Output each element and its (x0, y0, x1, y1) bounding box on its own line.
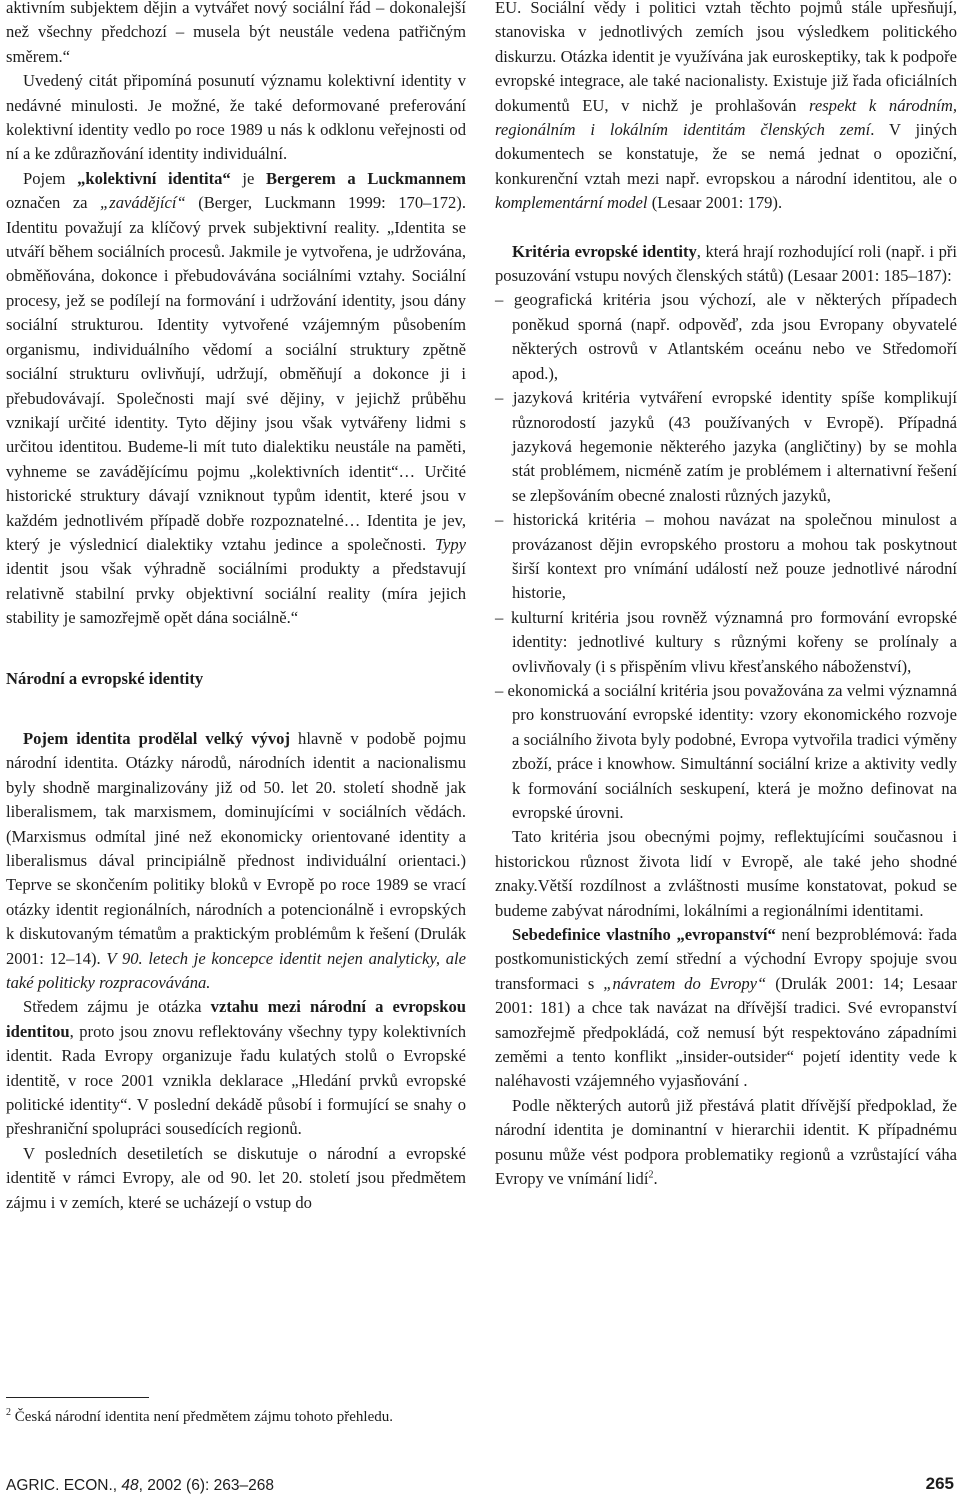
paragraph: Uvedený citát připomíná posunutí významu kolektivní identity v nedávné minulosti. Je možné, že také deformované preferování kolektivní identity vedlo po roce 1989 u nás k odklonu veřejnosti od ní a ke zdůrazňování identity individuální. (6, 71, 466, 164)
criteria-list (495, 288, 957, 825)
italic-term: V 90. letech je koncepce identit nejen analyticky, ale také politicky rozpracovávána. (6, 948, 466, 993)
paragraph (495, 0, 957, 216)
journal-issue: , 2002 (6): 263–268 (138, 1477, 274, 1494)
footnote-text: Česká národní identita není předmětem zájmu tohoto přehledu. (11, 1409, 393, 1425)
list-item: – kulturní kritéria jsou rovněž významná pro formování evropské identity: jednotlivé kultury s různými kořeny se prolínaly a ovlivňovaly (i s přispěním vlivu křesťanského náboženství), (495, 606, 957, 679)
paragraph: V posledních desetiletích se diskutuje o národní a evropské identitě v rámci Evropy, ale od 90. let 20. století jsou předmětem zájmu i v zemích, které se ucházejí o vstup do (6, 1143, 466, 1212)
page-number: 265 (925, 1474, 954, 1493)
footnote-marker: 2 (6, 1407, 11, 1418)
text-run: , která hrají rozhodující roli (např. i při posuzování vstupu nových členských států) (Lesaar 2001: 185–187): (495, 241, 957, 286)
text-run: je (230, 168, 267, 188)
list-item: – historická kritéria – mohou navázat na společnou minulost a provázanost dějin evropského prostoru a mohou tak poskytnout širší kontext pro vnímání událostí než pouze jednotlivé národní historie, (495, 508, 957, 606)
paragraph (6, 995, 466, 1141)
bold-term: „kolektivní identita“ (77, 168, 231, 188)
footnote-divider (6, 1397, 149, 1398)
bold-term: Kritéria evropské identity (512, 241, 697, 261)
journal-volume: 48 (121, 1477, 139, 1494)
journal-name: AGRIC. ECON., (6, 1477, 122, 1494)
list-item: – geografická kritéria jsou výchozí, ale v některých případech poněkud sporná (např. odpověď, zda jsou Evropany obyvatelé některých ostrovů v Atlantském oceánu nebo ve Středomoří apod.), (495, 288, 957, 386)
footnote (6, 1407, 606, 1427)
list-item: – ekonomická a sociální kritéria jsou považována za velmi významná pro konstruování evropské identity: vzory ekonomického rozvoje a sociálního života byly podobné, Evropa vytvořila tradici výměny zboží, práce i knowhow. Simultánní sociální krize a aktivity vedly k formování sociálních seskupení, která je možno definovat na evropské úrovni. (495, 679, 957, 825)
paragraph: Tato kritéria jsou obecnými pojmy, reflektujícími současnou i historickou různost života lidí v Evropě, ale také jeho shodné znaky.Větší rozdílnost a zvláštnosti musíme konstatovat, pokud se budeme zabývat národními, lokálními a regionálními identitami. (495, 827, 957, 920)
paragraph (495, 923, 957, 1094)
list-item: – jazyková kritéria vytváření evropské identity spíše komplikují různorodostí jazyků (43 používaných v Evropě). Případná jazyková hegemonie některého jazyka (angličtiny) by se mohla stát problémem, nicméně zatím je problémem i alternativní řešení se zlepšováním obecné znalosti různých jazyků, (495, 386, 957, 508)
right-column (495, 0, 957, 1192)
text-run: Středem zájmu je otázka (23, 997, 211, 1017)
journal-citation (6, 1476, 274, 1496)
text-run: identit jsou však výhradně sociálními produkty a představují relativně stabilní prvky objektivní sociální reality (míra jejich stability je samozřejmě opět dána sociálně.“ (6, 559, 466, 628)
bold-term: vztahu mezi národní a evropskou identitou (6, 997, 467, 1041)
bold-term: Pojem identita prodělal velký vývoj (23, 728, 290, 748)
text-run: Pojem (23, 168, 78, 188)
paragraph (495, 1094, 957, 1192)
text-run: EU. Sociální vědy i politici vztah těchto pojmů stále upřesňují, stanoviska v jednotlivých zemích jsou výsledkem politického diskurzu. Otázka identit je využívána jak euroskeptiky, tak k podpoře evropské integrace, ale také nacionalisty. Existuje již řada oficiálních dokumentů EU, v nichž je prohlašován (495, 0, 957, 115)
paragraph: aktivním subjektem dějin a vytvářet nový sociální řád – dokonalejší než všechny předchozí – musela být neustále vedena patřičným směrem.“ (6, 0, 466, 66)
text-run: . (653, 1169, 658, 1189)
left-column (6, 0, 466, 1215)
italic-term: komplementární model (495, 193, 648, 213)
paragraph (6, 727, 466, 995)
bold-term: Bergerem a Luckmannem (266, 168, 467, 188)
italic-term: respekt k národním, regionálním i lokálním identitám členských zemí (495, 95, 957, 140)
text-run: (Drulák 2001: 14; Lesaar 2001: 181) a chce tak navázat na dřívější tradici. Své evropanství samozřejmě předpokládá, což nemusí být respektováno západními zeměmi a tento konflikt „insider-outsider“ pojetí identity vede k naléhavosti vzájemného vyjasňování . (495, 973, 958, 1091)
paragraph (6, 167, 466, 631)
bold-term: Sebedefinice vlastního „evropanství“ (512, 925, 776, 945)
italic-term: „zavádějící“ (100, 193, 186, 213)
text-run: (Berger, Luckmann 1999: 170–172). Identitu považují za klíčový prvek subjektivní reality. „Identita se utváří během sociálních procesů. Jakmile je vytvořena, je udržována, obměňována, dokonce i přebudovávána sociálními vztahy. Sociální procesy, jež se podílejí na formování i udržování identity, jsou dány sociální strukturou. Identity vytvořené vzájemným působením organismu, individuálního vědomí a sociální struktury zpětně sociální strukturu ovlivňují, udržují, obměňují a dokonce ji i přebudovávají. Společnosti mají své dějiny, v jejichž průběhu vznikají určité identity. Tyto dějiny jsou však vytvářeny lidmi s určitou identitou. Budeme-li mít tuto dialektiku neustále na paměti, vyhneme se zavádějícímu pojmu „kolektivních identit“… Určité historické struktury dávají vzniknout typům identit, které jsou v každém jednotlivém případě dobře rozpoznatelné… Identita je jev, který je výslednicí dialektiky vztahu jedince a společnosti. (6, 193, 466, 554)
italic-term: Typy (434, 534, 466, 554)
text-run: označen za (6, 193, 101, 213)
italic-term: „návratem do Evropy“ (603, 973, 767, 993)
text-run: Podle některých autorů již přestává platit dřívější předpoklad, že národní identita je dominantní v hierarchii identit. K případnému posunu může vést podpora problematiky regionů a vzrůstající váha Evropy ve vnímání lidí (495, 1095, 957, 1189)
text-run: . V jiných dokumentech se konstatuje, že se nemá jednat o opoziční, konkurenční vztah mezi např. evropskou a národní identitou, ale o (495, 120, 958, 188)
footnote-ref[interactable]: 2 (648, 1169, 654, 1181)
text-run: (Lesaar 2001: 179). (647, 193, 783, 213)
text-run: není bezproblémová: řada postkomunistických zemí střední a východní Evropy spojuje svou transformaci s (495, 925, 957, 993)
text-run: , proto jsou znovu reflektovány všechny typy kolektivních identit. Rada Evropy organizuje řadu kulatých stolů o Evropské identitě, v roce 2001 vznikla deklarace „Hledání prvků evropské politické identity“. V poslední dekádě působí i formující se snahy o přeshraniční spolupráci sousedících regionů. (6, 1021, 466, 1139)
text-run: hlavně v podobě pojmu národní identita. Otázky národů, národních identit a nacionalismu byly shodně marginalizovány již od 50. let 20. století shodně jak liberalismem, tak marxismem, dominujícími v sociálních vědách. (Marxismus odmítal jiné než ekonomicky orientované identity a liberalismus dával principiálně přednost individuální orientaci.) Teprve se skončením politiky bloků v Evropě po roce 1989 se vrací otázky identit regionálních, národních a potencionálně i evropských k diskutovaným tématům a praktickým problémům k řešení (Drulák 2001: 12–14). (6, 728, 466, 968)
section-heading: Národní a evropské identity (6, 668, 204, 688)
paragraph (495, 240, 957, 289)
